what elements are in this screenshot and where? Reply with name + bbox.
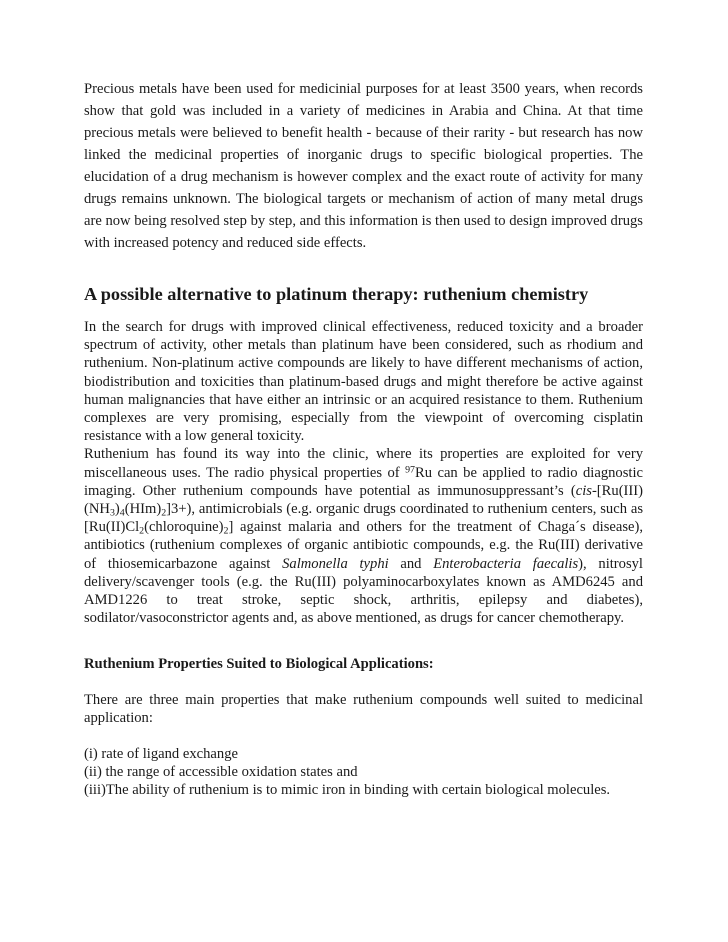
salmonella-name: Salmonella typhi (282, 555, 389, 572)
clinic-text-9: ), nitrosyl delivery/scavenger tools (e.g. the Ru(III) polyaminocarboxylates known as AMD6245 and AMD1226 to treat stroke, septic shock, arthritis, epilepsy and diabetes), sodilator/vasoconstrictor agents and, as above mentioned, as drugs for cancer chemotherapy. (84, 555, 643, 627)
isotope-mass: 97 (405, 464, 415, 476)
properties-intro: There are three main properties that make ruthenium compounds well suited to medicinal application: (84, 692, 643, 727)
clinic-text-1: Ruthenium has found its way into the clinic, where its properties are exploited for very miscellaneous uses. The radio physical properties of (84, 446, 643, 481)
list-item: (i) rate of ligand exchange (84, 746, 238, 762)
subscript-2c: 2 (223, 525, 229, 537)
clinic-text-2: Ru can be applied to radio diagnostic imaging. Other ruthenium compounds have potential as immunosuppressant’s ( (84, 464, 643, 499)
subscript-2b: 2 (139, 525, 145, 537)
clinic-paragraph (84, 445, 643, 627)
body-text (84, 318, 643, 627)
clinic-text-4: ) (114, 501, 120, 518)
clinic-text-5: (HIm) (124, 501, 162, 518)
list-item: (iii)The ability of ruthenium is to mimic iron in binding with certain biological molecules. (84, 782, 611, 799)
cis-prefix: cis (575, 482, 592, 499)
section-heading: A possible alternative to platinum therapy: ruthenium chemistry (84, 284, 589, 304)
list-item: (ii) the range of accessible oxidation states and (84, 764, 358, 781)
clinic-and: and (388, 555, 434, 572)
enterobacteria-name: Enterobacteria faecalis (433, 555, 579, 572)
subscript-3: 3 (109, 507, 115, 519)
clinic-text-8: ] against malaria and others for the treatment of Chaga´s disease), antibiotics (ruthenium complexes of organic antibiotic compounds, e.g. the Ru(III) derivative of thiosemicarbazone against (84, 519, 643, 572)
search-paragraph: In the search for drugs with improved clinical effectiveness, reduced toxicity and a broader spectrum of activity, other metals than platinum have been considered, such as rhodium and ruthenium. Non-platinum active compounds are likely to have different mechanisms of action, biodistribution and toxicities than platinum-based drugs and might therefore be active against human malignancies that have either an intrinsic or an acquired resistance to them. Ruthenium complexes are very promising, especially from the viewpoint of overcoming cisplatin resistance with a low general toxicity. (84, 319, 643, 445)
clinic-text-6: ]3+), antimicrobials (e.g. organic drugs coordinated to ruthenium centers, such as [Ru(II)Cl (84, 501, 643, 536)
subscript-4: 4 (119, 507, 125, 519)
properties-heading: Ruthenium Properties Suited to Biological Applications: (84, 656, 434, 672)
properties-list (84, 745, 643, 800)
subscript-2a: 2 (161, 507, 167, 519)
intro-paragraph: Precious metals have been used for medicinial purposes for at least 3500 years, when records show that gold was included in a variety of medicines in Arabia and China. At that time precious metals were believed to benefit health - because of their rarity - but research has now linked the medicinal properties of inorganic drugs to specific biological properties. The elucidation of a drug mechanism is however complex and the exact route of activity for many drugs remains unknown. The biological targets or mechanism of action of many metal drugs are now being resolved step by step, and this information is then used to design improved drugs with increased potency and reduced side effects. (84, 81, 643, 251)
clinic-text-3: -[Ru(III)(NH (84, 482, 643, 518)
clinic-text-7: (chloroquine) (144, 519, 224, 536)
